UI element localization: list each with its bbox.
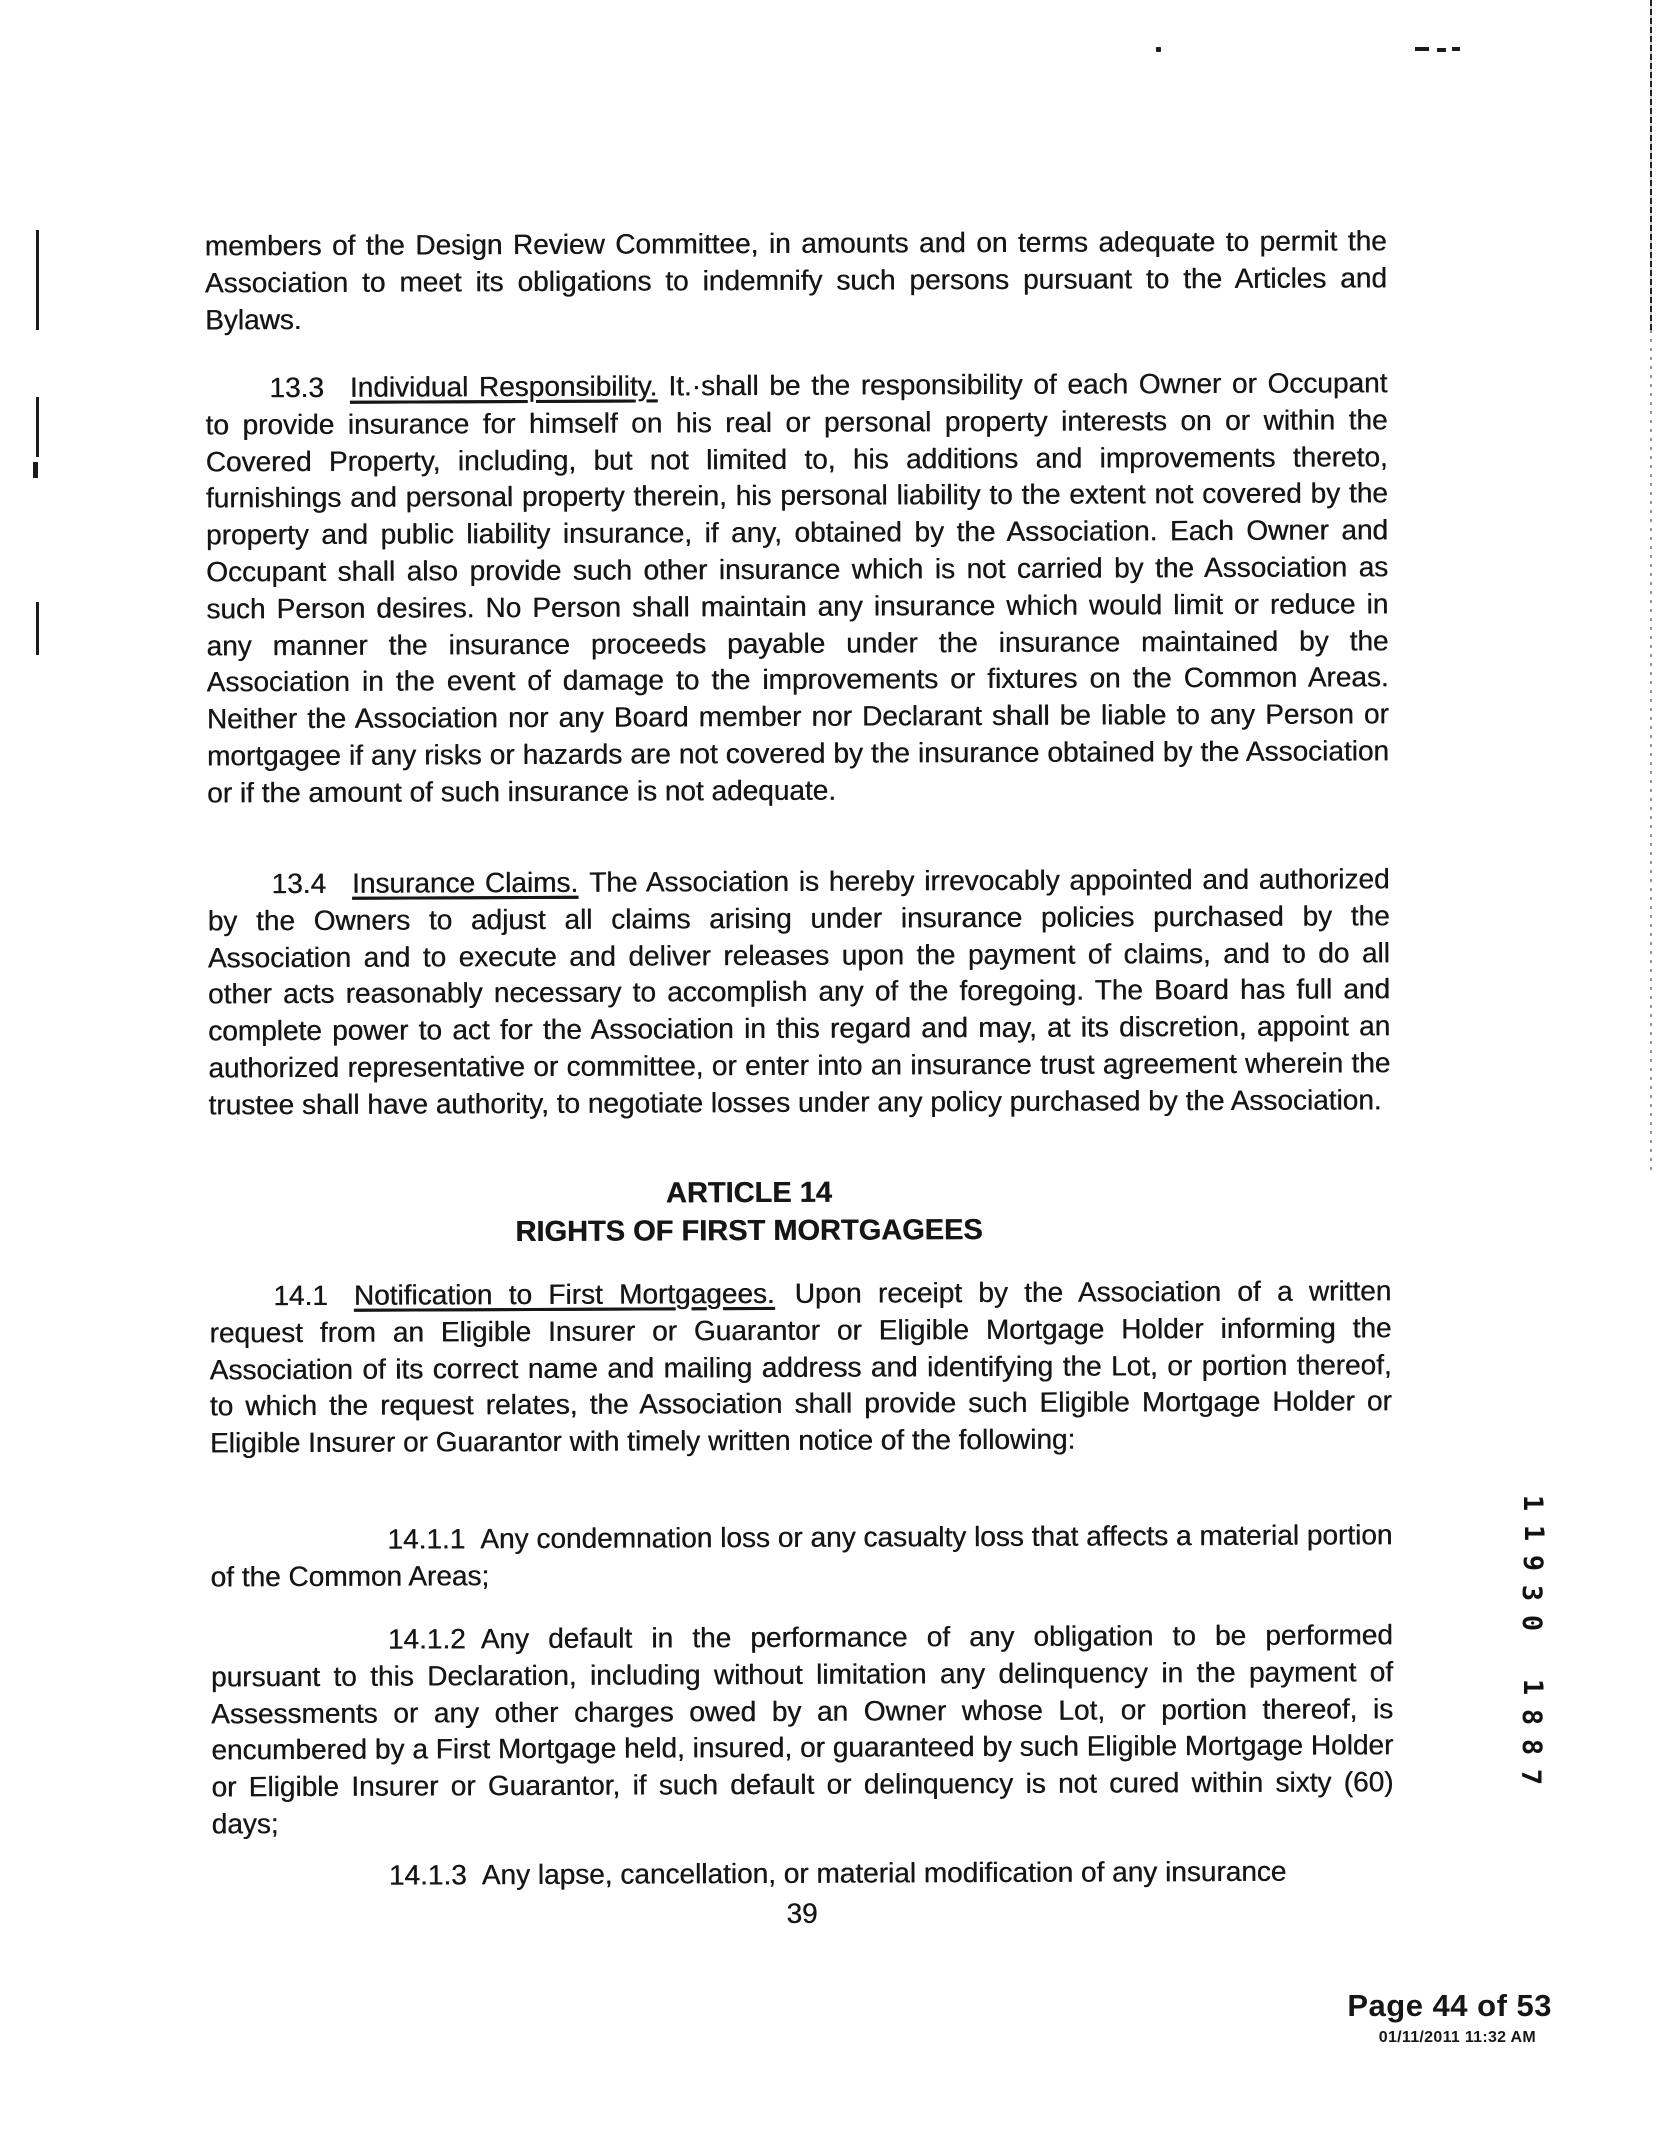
article-14-subtitle: RIGHTS OF FIRST MORTGAGEES <box>515 1214 983 1249</box>
section-body: Upon receipt by the Association of a written request from an Eligible Insurer or Guarantor or Eligible Mortgage Holder informing the Association of its correct name and mailing address and identifying the Lot, or portion thereof, to which the request relates, the Association shall provide such Eligible Mortgage Holder or Eligible Insurer or Guarantor with timely written notice of the following: <box>209 1275 1392 1459</box>
page-number: 39 <box>786 1897 818 1929</box>
section-13-3 <box>205 365 1389 812</box>
section-13-4 <box>207 861 1390 1124</box>
section-body: The Association is hereby irrevocably appointed and authorized by the Owners to adjust all claims arising under insurance policies purchased by the Association and to execute and deliver releases upon the payment of claims, and to do all other acts reasonably necessary to accomplish any of the foregoing. The Board has full and complete power to act for the Association in this regard and may, at its discretion, appoint an authorized representative or committee, or enter into an insurance trust agreement wherein the trustee shall have authority, to negotiate losses under any policy purchased by the Association. <box>207 863 1391 1121</box>
margin-stamp-digit: 8 <box>1516 1738 1547 1756</box>
subsection-body: Any lapse, cancellation, or material modification of any insurance <box>481 1855 1287 1891</box>
margin-stamp-digit: 8 <box>1516 1708 1547 1726</box>
subsection-14-1-2 <box>211 1617 1394 1843</box>
margin-stamp-digit: 1 <box>1518 1524 1549 1542</box>
section-14-1 <box>209 1273 1392 1462</box>
section-number: 13.4 <box>271 867 327 900</box>
margin-stamp-digit: 9 <box>1517 1554 1548 1572</box>
margin-stamp-digit: 7 <box>1515 1768 1546 1786</box>
paragraph-intro-text: members of the Design Review Committee, in amounts and on terms adequate to permit the Association to meet its obligations to indemnify such persons pursuant to the Articles and Bylaws. <box>204 225 1387 336</box>
section-heading: Notification to First Mortgagees. <box>353 1277 775 1311</box>
section-number: 13.3 <box>269 371 324 404</box>
paragraph-intro <box>205 223 1387 339</box>
section-heading: Individual Responsibility. <box>349 370 658 403</box>
margin-stamp-digit: 1 <box>1517 1494 1548 1512</box>
article-14-title: ARTICLE 14 <box>665 1176 832 1210</box>
section-heading: Insurance Claims. <box>351 866 579 899</box>
section-body: It.·shall be the responsibility of each Owner or Occupant to provide insurance for himself on his real or personal property interests on or within the Covered Property, including, but not limited to, his additions and improvements thereto, furnishings and personal property therein, his personal liability to the extent not covered by the property and public liability insurance, if any, obtained by the Association. Each Owner and Occupant shall also provide such other insurance which is not carried by the Association as such Person desires. No Person shall maintain any insurance which would limit or reduce in any manner the insurance proceeds payable under the insurance maintained by the Association in the event of damage to the improvements or fixtures on the Common Areas. Neither the Association nor any Board member nor Declarant shall be liable to any Person or mortgagee if any risks or hazards are not covered by the insurance obtained by the Association or if the amount of such insurance is not adequate. <box>205 367 1389 809</box>
subsection-body: Any default in the performance of any obligation to be performed pursuant to this Declaration, including without limitation any delinquency in the payment of Assessments or any other charges owed by an Owner whose Lot, or portion thereof, is encumbered by a First Mortgage held, insured, or guaranteed by such Eligible Mortgage Holder or Eligible Insurer or Guarantor, if such default or delinquency is not cured within sixty (60) days; <box>210 1619 1394 1840</box>
subsection-14-1-3 <box>212 1853 1394 1895</box>
footer-page-label: Page 44 of 53 <box>1347 1988 1552 2023</box>
subsection-number: 14.1.3 <box>388 1859 467 1891</box>
margin-stamp-digit: 0 <box>1516 1614 1547 1632</box>
section-number: 14.1 <box>273 1279 328 1312</box>
subsection-14-1-1 <box>210 1517 1392 1596</box>
footer-timestamp: 01/11/2011 11:32 AM <box>1378 2029 1536 2046</box>
subsection-number: 14.1.2 <box>387 1623 466 1655</box>
margin-stamp-digit: 3 <box>1516 1584 1547 1602</box>
subsection-body: Any condemnation loss or any casualty loss that affects a material portion of the Common Areas; <box>210 1519 1393 1593</box>
margin-stamp-digit: 1 <box>1517 1678 1548 1696</box>
subsection-number: 14.1.1 <box>387 1523 466 1555</box>
